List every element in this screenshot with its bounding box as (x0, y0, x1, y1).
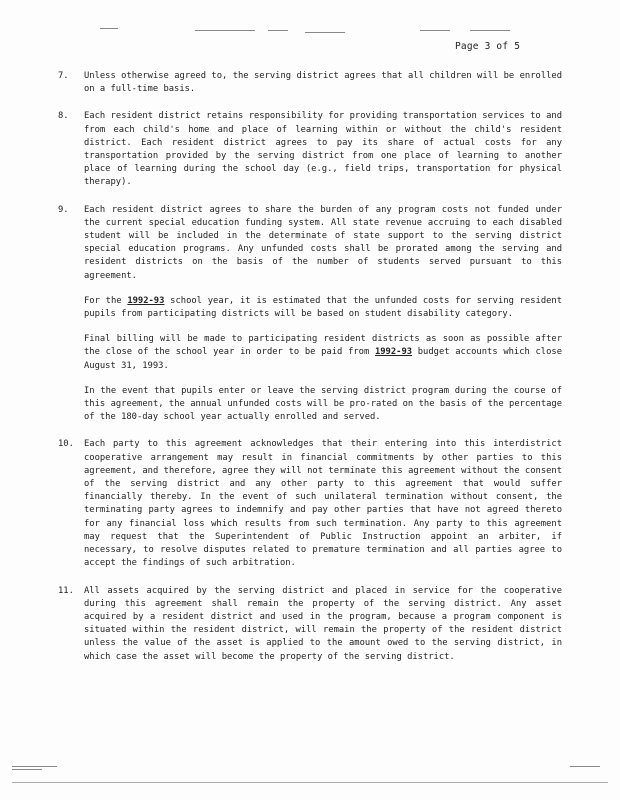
clause-number: 11. (58, 585, 74, 596)
clause-paragraph (84, 295, 562, 321)
paragraph-text: For the (84, 295, 128, 306)
clause-10 (0, 438, 620, 570)
clause-paragraph: All assets acquired by the serving district and placed in service for the cooperative during this agreement shall remain the property of the serving district. Any asset acquired by a resident district and used in the program, because a program component is situated within the resident district, will remain the property of the resident district unless the value of the asset is applied to the amount owed to the serving district, in which case the asset will become the property of the serving district. (84, 585, 562, 662)
clause-paragraph: Each resident district agrees to share the burden of any program costs not funded under the current special education funding system. All state revenue accruing to each disabled student will be included in the determinate of state support to the serving district special education programs. Any unfunded costs shall be prorated among the serving and resident districts on the basis of the number of students served pursuant to this agreement. (84, 204, 562, 281)
clause-paragraph: Each resident district retains responsibility for providing transportation services to and from each child's home and place of learning within or without the child's resident district. Each resident district agrees to pay its share of actual costs for any transportation provided by the serving district from one place of learning to another place of learning during the school day (e.g., field trips, transportation for physical therapy). (84, 111, 562, 188)
school-year-emphasis: 1992-93 (127, 295, 165, 306)
clause-9 (0, 204, 620, 425)
clause-number: 9. (58, 204, 69, 215)
clause-paragraph: Each party to this agreement acknowledges that their entering into this interdistrict cooperative arrangement may result in financial commitments by other parties to this agreement, and therefore, agree they will not terminate this agreement without the consent of the serving district and any other party to this agreement that would suffer financially thereby. In the event of such unilateral termination without consent, the terminating party agrees to indemnify and pay other parties that have not agreed thereto for any financial loss which results from such termination. Any party to this agreement may request that the Superintendent of Public Instruction appoint an arbiter, if necessary, to resolve disputes related to premature termination and all parties agree to accept the findings of such arbitration. (84, 439, 562, 569)
clause-7 (0, 70, 620, 96)
paragraph-text: school year, it is estimated that the unfunded costs for serving resident pupils from participating districts will be based on student disability category. (84, 295, 563, 320)
clause-number: 8. (58, 111, 69, 122)
clause-paragraph (84, 333, 562, 373)
paragraph-text: budget accounts which close August 31, 1993. (84, 347, 562, 371)
clause-number: 10. (58, 439, 74, 450)
school-year-emphasis: 1992-93 (374, 347, 413, 358)
clause-number: 7. (58, 71, 69, 81)
clause-paragraph: In the event that pupils enter or leave the serving district program during the course of this agreement, the annual unfunded costs will be pro-rated on the basis of the percentage of the 180-day school year actually enrolled and served. (84, 385, 562, 423)
header-fax-marks (0, 18, 620, 38)
clause-8 (0, 110, 620, 189)
paragraph-text: Final billing will be made to participating resident districts as soon as possible after the close of the school year in order to be paid from (84, 334, 562, 358)
page-number: Page 3 of 5 (455, 41, 521, 52)
footer-fax-marks (0, 760, 620, 790)
agreement-clauses (0, 70, 620, 678)
clause-paragraph: Unless otherwise agreed to, the serving district agrees that all children will be enrolled on a full-time basis. (84, 71, 562, 95)
clause-11 (0, 585, 620, 664)
